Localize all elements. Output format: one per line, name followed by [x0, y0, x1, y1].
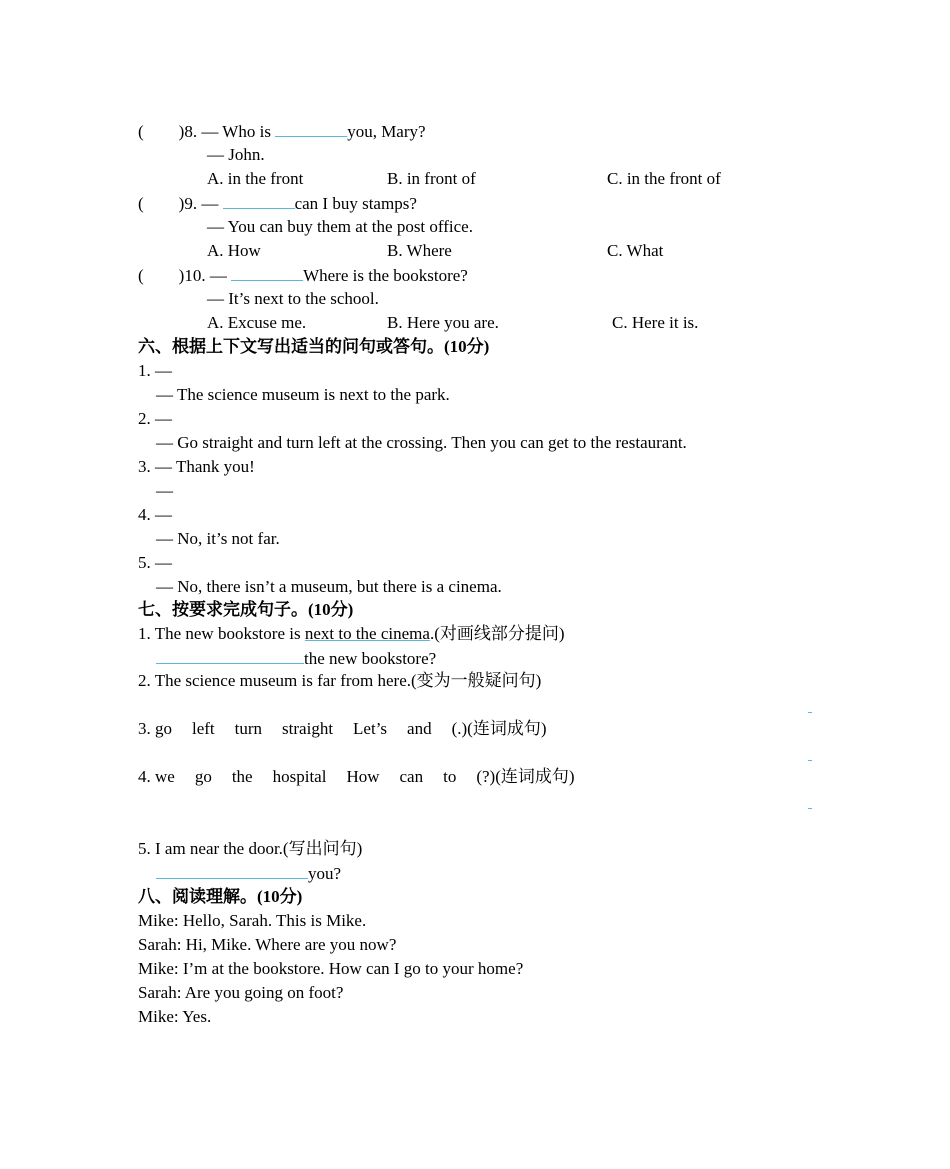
word: Let’s [353, 719, 388, 738]
dialogue-line: Sarah: Hi, Mike. Where are you now? [138, 935, 397, 954]
p7-s1-text-b: .(对画线部分提问) [429, 624, 565, 643]
q9-option-c: C. What [607, 241, 664, 260]
p6-item-3-q: 3. — Thank you! [138, 457, 255, 476]
q8-text-a: Who is [222, 122, 271, 141]
answer-paren: ( [138, 266, 144, 285]
q9-answer: — You can buy them at the post office. [207, 217, 473, 236]
answer-line-marker [808, 712, 812, 713]
word: (?)(连词成句) [476, 767, 575, 786]
p7-s1-answer-line [156, 648, 436, 669]
p7-s1-answer-text: the new bookstore? [304, 649, 437, 668]
q9-number: )9. — [178, 194, 219, 213]
q9-text: can I buy stamps? [294, 194, 417, 213]
p6-item-4-a: — No, it’s not far. [156, 529, 280, 548]
dialogue-line: Mike: Yes. [138, 1007, 212, 1026]
answer-paren: ( [138, 122, 144, 141]
word: and [407, 719, 432, 738]
word: hospital [272, 767, 327, 786]
q8-option-b: B. in front of [387, 169, 476, 188]
p6-item-5-q[interactable]: 5. — [138, 553, 172, 572]
word: 3. go [138, 719, 172, 738]
p7-sentence-2: 2. The science museum is far from here.(变为一般疑问句) [138, 671, 542, 690]
p6-item-2-q[interactable]: 2. — [138, 409, 172, 428]
word: 4. we [138, 767, 175, 786]
q8-line [138, 121, 426, 142]
word: straight [282, 719, 334, 738]
word: turn [234, 719, 263, 738]
q10-option-c: C. Here it is. [612, 313, 699, 332]
q9-blank[interactable] [223, 193, 295, 209]
dialogue-line: Mike: Hello, Sarah. This is Mike. [138, 911, 367, 930]
word: the [231, 767, 253, 786]
q10-answer: — It’s next to the school. [207, 289, 379, 308]
answer-line-marker [808, 760, 812, 761]
q8-blank[interactable] [275, 121, 347, 137]
section-7-heading: 七、按要求完成句子。(10分) [138, 600, 354, 619]
q9-option-b: B. Where [387, 241, 452, 260]
p6-item-5-a: — No, there isn’t a museum, but there is a cinema. [156, 577, 502, 596]
q10-text: Where is the bookstore? [303, 266, 468, 285]
p6-item-2-a: — Go straight and turn left at the crossing. Then you can get to the restaurant. [156, 433, 687, 452]
q10-option-a: A. Excuse me. [207, 313, 307, 332]
dialogue-line: Mike: I’m at the bookstore. How can I go to your home? [138, 959, 524, 978]
p6-item-4-q[interactable]: 4. — [138, 505, 172, 524]
q9-line [138, 193, 417, 214]
p6-item-3-a[interactable]: — [156, 481, 173, 500]
p7-s1-text-a: 1. The new bookstore is [138, 624, 305, 643]
p7-s5-answer-line [156, 863, 341, 884]
dialogue-line: Sarah: Are you going on foot? [138, 983, 344, 1002]
q10-option-b: B. Here you are. [387, 313, 499, 332]
p7-s1-underlined: next to the cinema [304, 624, 430, 643]
p7-sentence-1 [138, 624, 565, 644]
word: can [399, 767, 424, 786]
answer-paren: ( [138, 194, 144, 213]
q10-number: )10. — [178, 266, 227, 285]
p6-item-1-a: — The science museum is next to the park. [156, 385, 450, 404]
word: How [346, 767, 380, 786]
word: go [194, 767, 212, 786]
answer-line-marker [808, 808, 812, 809]
q9-option-a: A. How [207, 241, 261, 260]
q8-text-b: you, Mary? [347, 122, 426, 141]
q8-option-c: C. in the front of [607, 169, 721, 188]
p7-sentence-4 [138, 767, 575, 787]
section-8-heading: 八、阅读理解。(10分) [138, 887, 303, 906]
q8-number: )8. — [178, 122, 219, 141]
section-6-heading: 六、根据上下文写出适当的问句或答句。(10分) [138, 337, 490, 356]
p6-item-1-q[interactable]: 1. — [138, 361, 172, 380]
q10-line [138, 265, 468, 286]
p7-s5-answer-text: you? [308, 864, 342, 883]
word: to [443, 767, 457, 786]
p7-sentence-3 [138, 719, 547, 739]
p7-s1-blank[interactable] [156, 648, 304, 664]
word: (.)(连词成句) [451, 719, 547, 738]
q8-answer: — John. [207, 145, 265, 164]
p7-s5-blank[interactable] [156, 863, 308, 879]
p7-sentence-5: 5. I am near the door.(写出问句) [138, 839, 363, 858]
q8-option-a: A. in the front [207, 169, 304, 188]
q10-blank[interactable] [231, 265, 303, 281]
word: left [192, 719, 215, 738]
